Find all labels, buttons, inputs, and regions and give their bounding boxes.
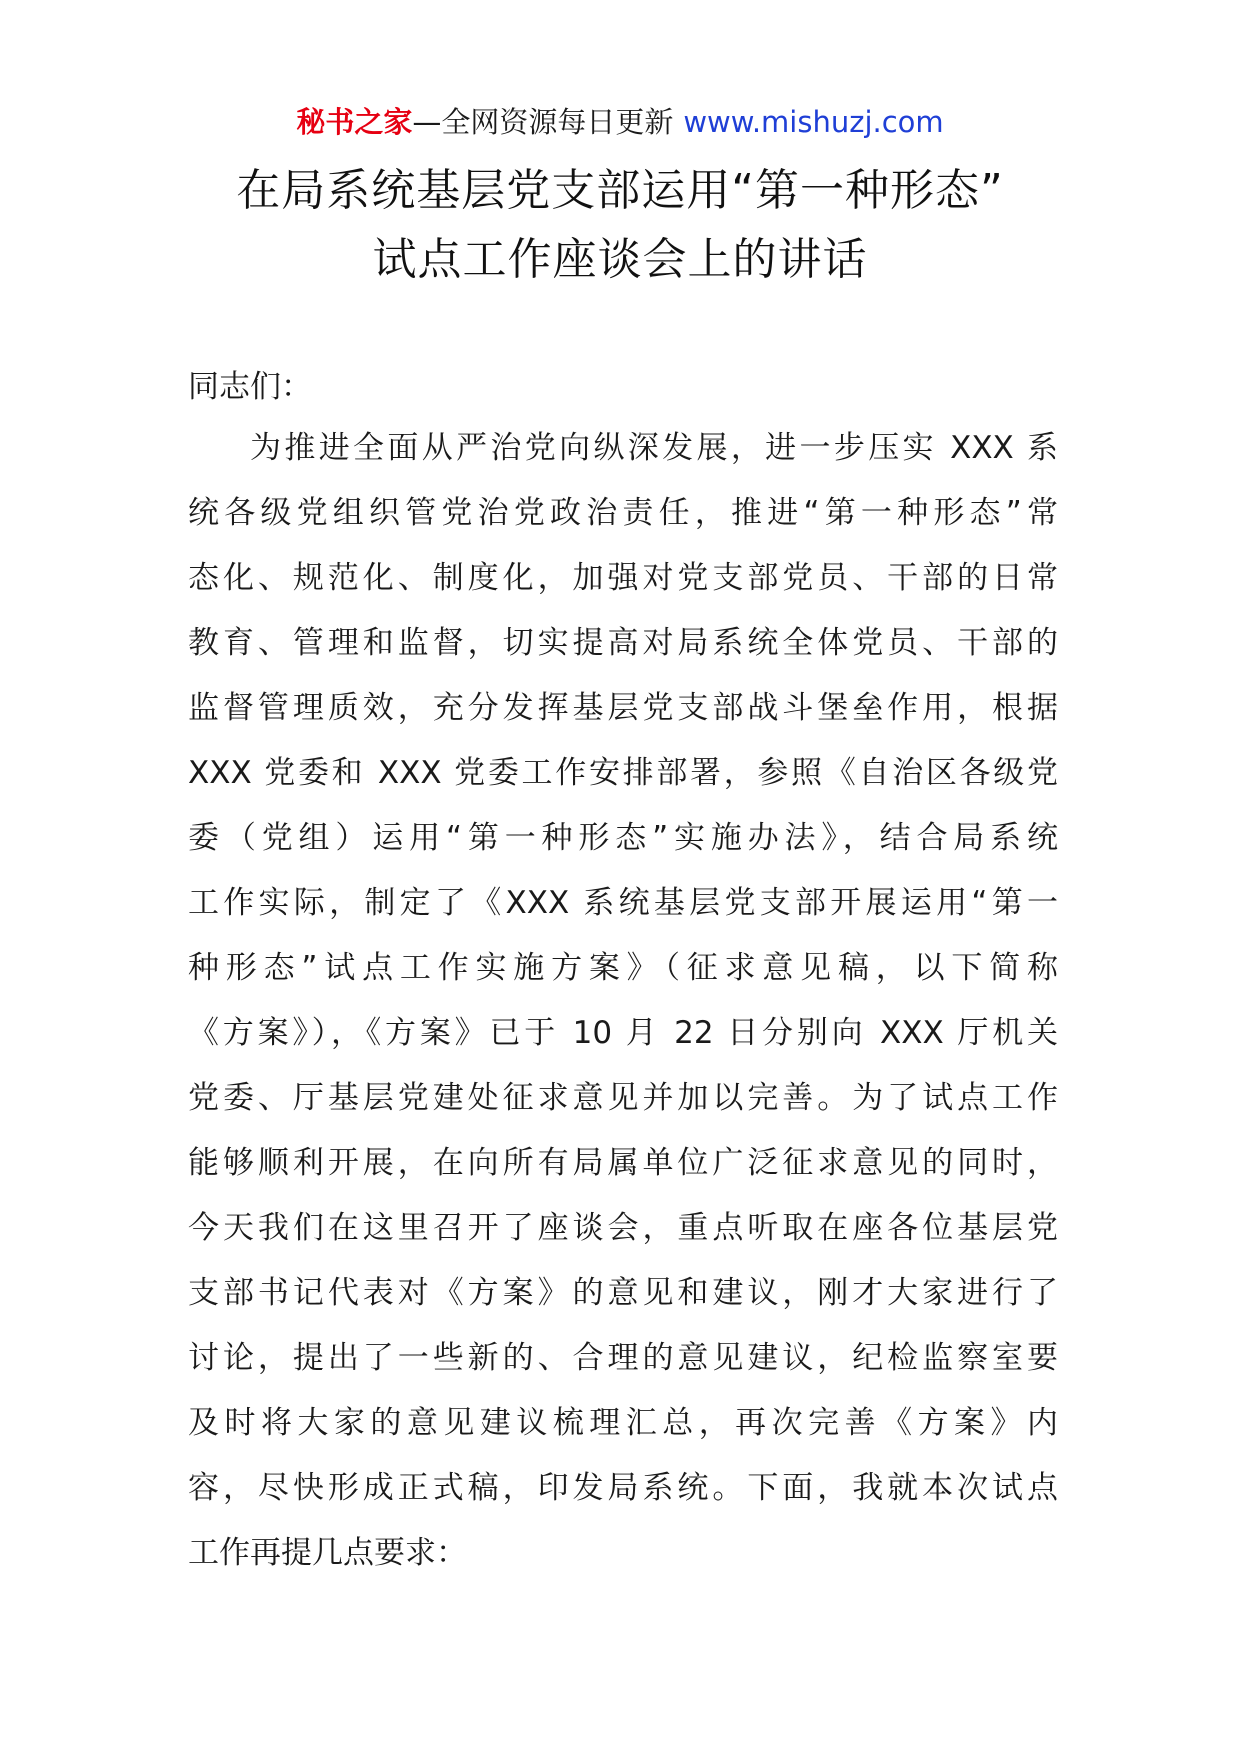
body-line: 统各级党组织管党治党政治责任，推进“第一种形态”常 <box>188 495 1058 531</box>
document-title-line-2: 试点工作座谈会上的讲话 <box>372 234 868 285</box>
body-line: 党委、厅基层党建处征求意见并加以完善。为了试点工作 <box>188 1080 1058 1116</box>
body-line: 种形态”试点工作实施方案》（征求意见稿，以下简称 <box>188 950 1058 986</box>
body-line: 容，尽快形成正式稿，印发局系统。下面，我就本次试点 <box>188 1470 1058 1506</box>
body-line: 支部书记代表对《方案》的意见和建议，刚才大家进行了 <box>188 1275 1058 1311</box>
body-paragraph <box>188 428 1058 1598</box>
body-line: 委（党组）运用“第一种形态”实施办法》，结合局系统 <box>188 820 1058 856</box>
salutation: 同志们： <box>188 369 312 405</box>
body-line: 工作再提几点要求： <box>188 1535 467 1571</box>
site-header <box>0 102 1240 142</box>
body-line: XXX 党委和 XXX 党委工作安排部署，参照《自治区各级党 <box>188 755 1058 791</box>
brand-name: 秘书之家 <box>296 105 413 139</box>
body-line: 今天我们在这里召开了座谈会，重点听取在座各位基层党 <box>188 1210 1058 1246</box>
brand-tagline: —全网资源每日更新 <box>412 105 674 139</box>
body-line: 讨论，提出了一些新的、合理的意见建议，纪检监察室要 <box>188 1340 1058 1376</box>
body-line: 及时将大家的意见建议梳理汇总，再次完善《方案》内 <box>188 1405 1058 1441</box>
body-line: 能够顺利开展，在向所有局属单位广泛征求意见的同时， <box>188 1145 1058 1181</box>
body-line: 教育、管理和监督，切实提高对局系统全体党员、干部的 <box>188 625 1058 661</box>
body-line: 为推进全面从严治党向纵深发展，进一步压实 XXX 系 <box>250 430 1058 466</box>
body-line: 《方案》），《方案》已于 10 月 22 日分别向 XXX 厅机关 <box>188 1015 1058 1051</box>
body-line: 态化、规范化、制度化，加强对党支部党员、干部的日常 <box>188 560 1058 596</box>
body-line: 监督管理质效，充分发挥基层党支部战斗堡垒作用，根据 <box>188 690 1058 726</box>
document-title-line-1: 在局系统基层党支部运用“第一种形态” <box>236 165 1004 216</box>
site-url[interactable]: www.mishuzj.com <box>683 105 944 139</box>
body-line: 工作实际，制定了《XXX 系统基层党支部开展运用“第一 <box>188 885 1058 921</box>
